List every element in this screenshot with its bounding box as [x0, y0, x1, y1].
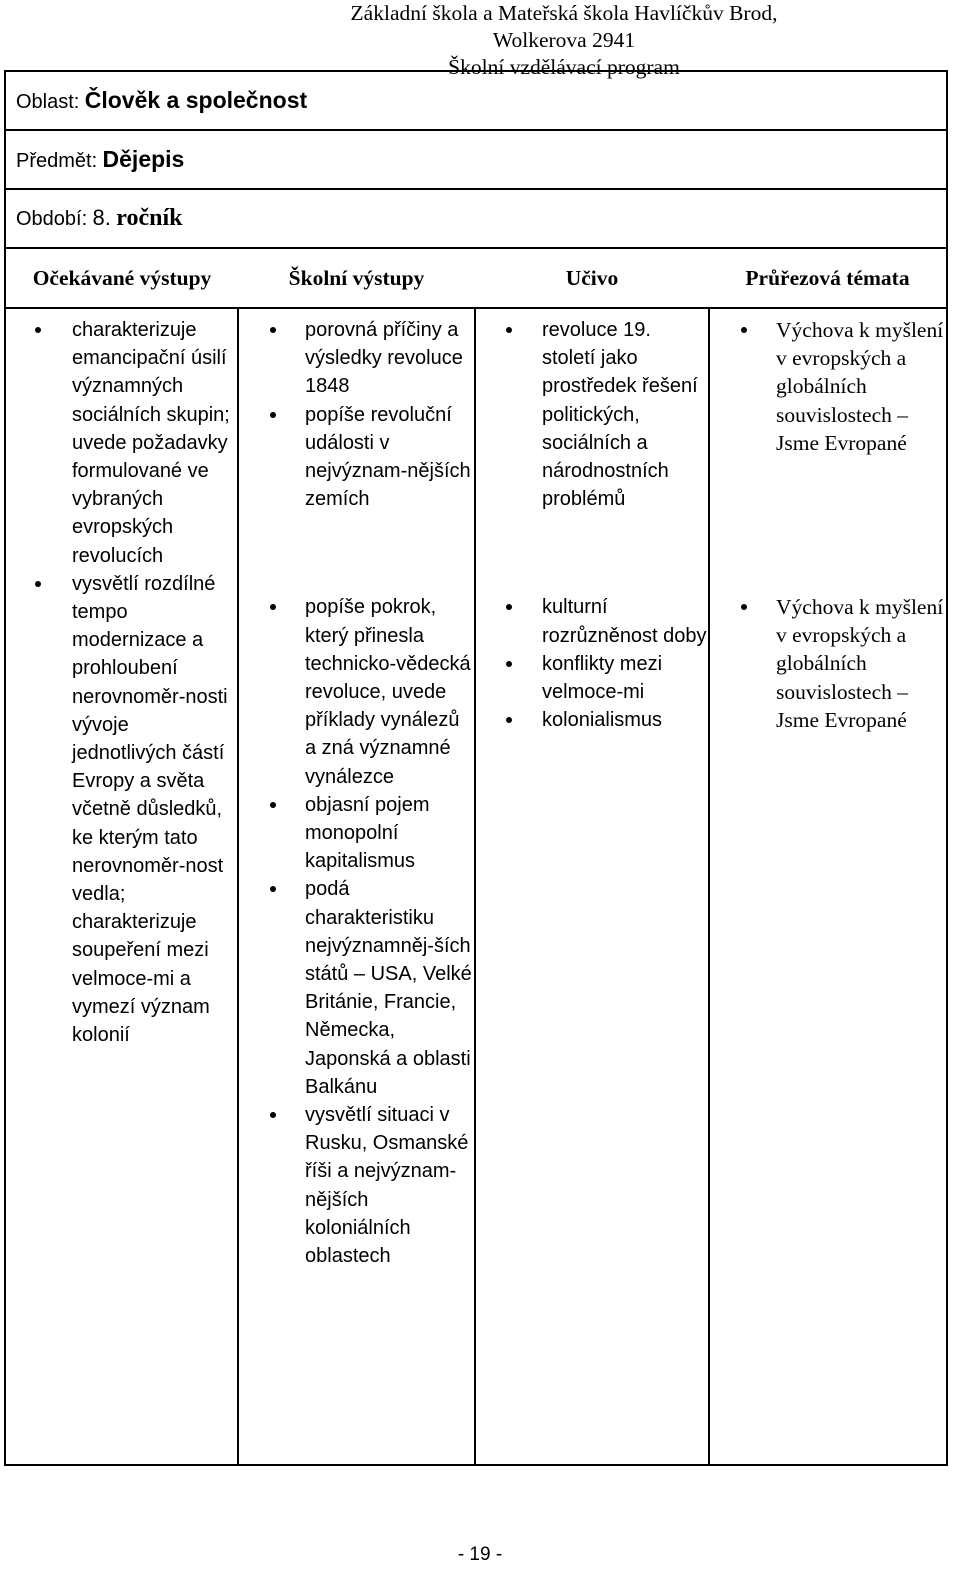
column-header-prurezova: Průřezová témata: [709, 248, 947, 308]
skolni-list-a: [239, 316, 474, 513]
list-item: Výchova k myšlení v evropských a globálních souvislostech – Jsme Evropané: [710, 593, 946, 734]
meta-row-predmet: [5, 130, 947, 189]
column-header-ocekavane: Očekávané výstupy: [5, 248, 238, 308]
program-name: Školní vzdělávací program: [448, 55, 680, 79]
row-spacer: [710, 457, 946, 593]
ocekavane-cell: [5, 308, 238, 1465]
skolni-cell: [238, 308, 475, 1465]
column-header-ucivo: Učivo: [475, 248, 709, 308]
prurezova-list-b: [710, 593, 946, 734]
column-header-row: [5, 248, 947, 308]
list-item: porovná příčiny a výsledky revoluce 1848: [239, 316, 474, 401]
list-item: konflikty mezi velmoce-mi: [476, 650, 708, 706]
ocekavane-list: [6, 316, 237, 1049]
meta-row-obdobi: [5, 189, 947, 248]
meta-row-oblast: [5, 71, 947, 130]
predmet-value: Dějepis: [102, 145, 185, 172]
ucivo-list-b: [476, 593, 708, 734]
ucivo-list-a: [476, 316, 708, 513]
list-item: vysvětlí situaci v Rusku, Osmanské říši a nejvýznam-nějších koloniálních oblastech: [239, 1101, 474, 1270]
skolni-list-b: [239, 593, 474, 1270]
list-item: popíše revoluční události v nejvýznam-nějších zemích: [239, 401, 474, 514]
table-row: [5, 308, 947, 1465]
obdobi-label: Období:: [16, 208, 88, 230]
list-item: revoluce 19. století jako prostředek řešení politických, sociálních a národnostních problémů: [476, 316, 708, 513]
obdobi-number: 8.: [92, 205, 111, 230]
oblast-value: Člověk a společnost: [84, 86, 308, 113]
list-item: charakterizuje emancipační úsilí významných sociálních skupin; uvede požadavky formulované ve vybraných evropských revolucích: [6, 316, 237, 570]
list-item: popíše pokrok, který přinesla technicko-vědecká revoluce, uvede příklady vynálezů a zná významné vynálezce: [239, 593, 474, 790]
oblast-label: Oblast:: [16, 90, 80, 113]
row-spacer: [476, 513, 708, 593]
document-header: [304, 0, 824, 81]
column-header-skolni: Školní výstupy: [238, 248, 475, 308]
list-item: vysvětlí rozdílné tempo modernizace a prohloubení nerovnoměr-nosti vývoje jednotlivých částí Evropy a světa včetně důsledků, ke kterým tato nerovnoměr-nost vedla; charakterizuje soupeření mezi velmoce-mi a vymezí význam kolonií: [6, 570, 237, 1049]
predmet-label: Předmět:: [16, 149, 98, 172]
list-item: podá charakteristiku nejvýznamněj-ších států – USA, Velké Británie, Francie, Německa, Japonská a oblasti Balkánu: [239, 875, 474, 1101]
row-spacer: [239, 513, 474, 593]
prurezova-list-a: [710, 316, 946, 457]
list-item: kolonialismus: [476, 706, 708, 734]
page-number: - 19 -: [457, 1544, 503, 1565]
ucivo-cell: [475, 308, 709, 1465]
school-name: Základní škola a Mateřská škola Havlíčkův Brod, Wolkerova 2941: [350, 1, 778, 52]
obdobi-value: ročník: [116, 205, 183, 231]
list-item: objasní pojem monopolní kapitalismus: [239, 791, 474, 876]
list-item: Výchova k myšlení v evropských a globálních souvislostech – Jsme Evropané: [710, 316, 946, 457]
curriculum-table: [4, 70, 948, 1466]
list-item: kulturní rozrůzněnost doby: [476, 593, 708, 649]
prurezova-cell: [709, 308, 947, 1465]
